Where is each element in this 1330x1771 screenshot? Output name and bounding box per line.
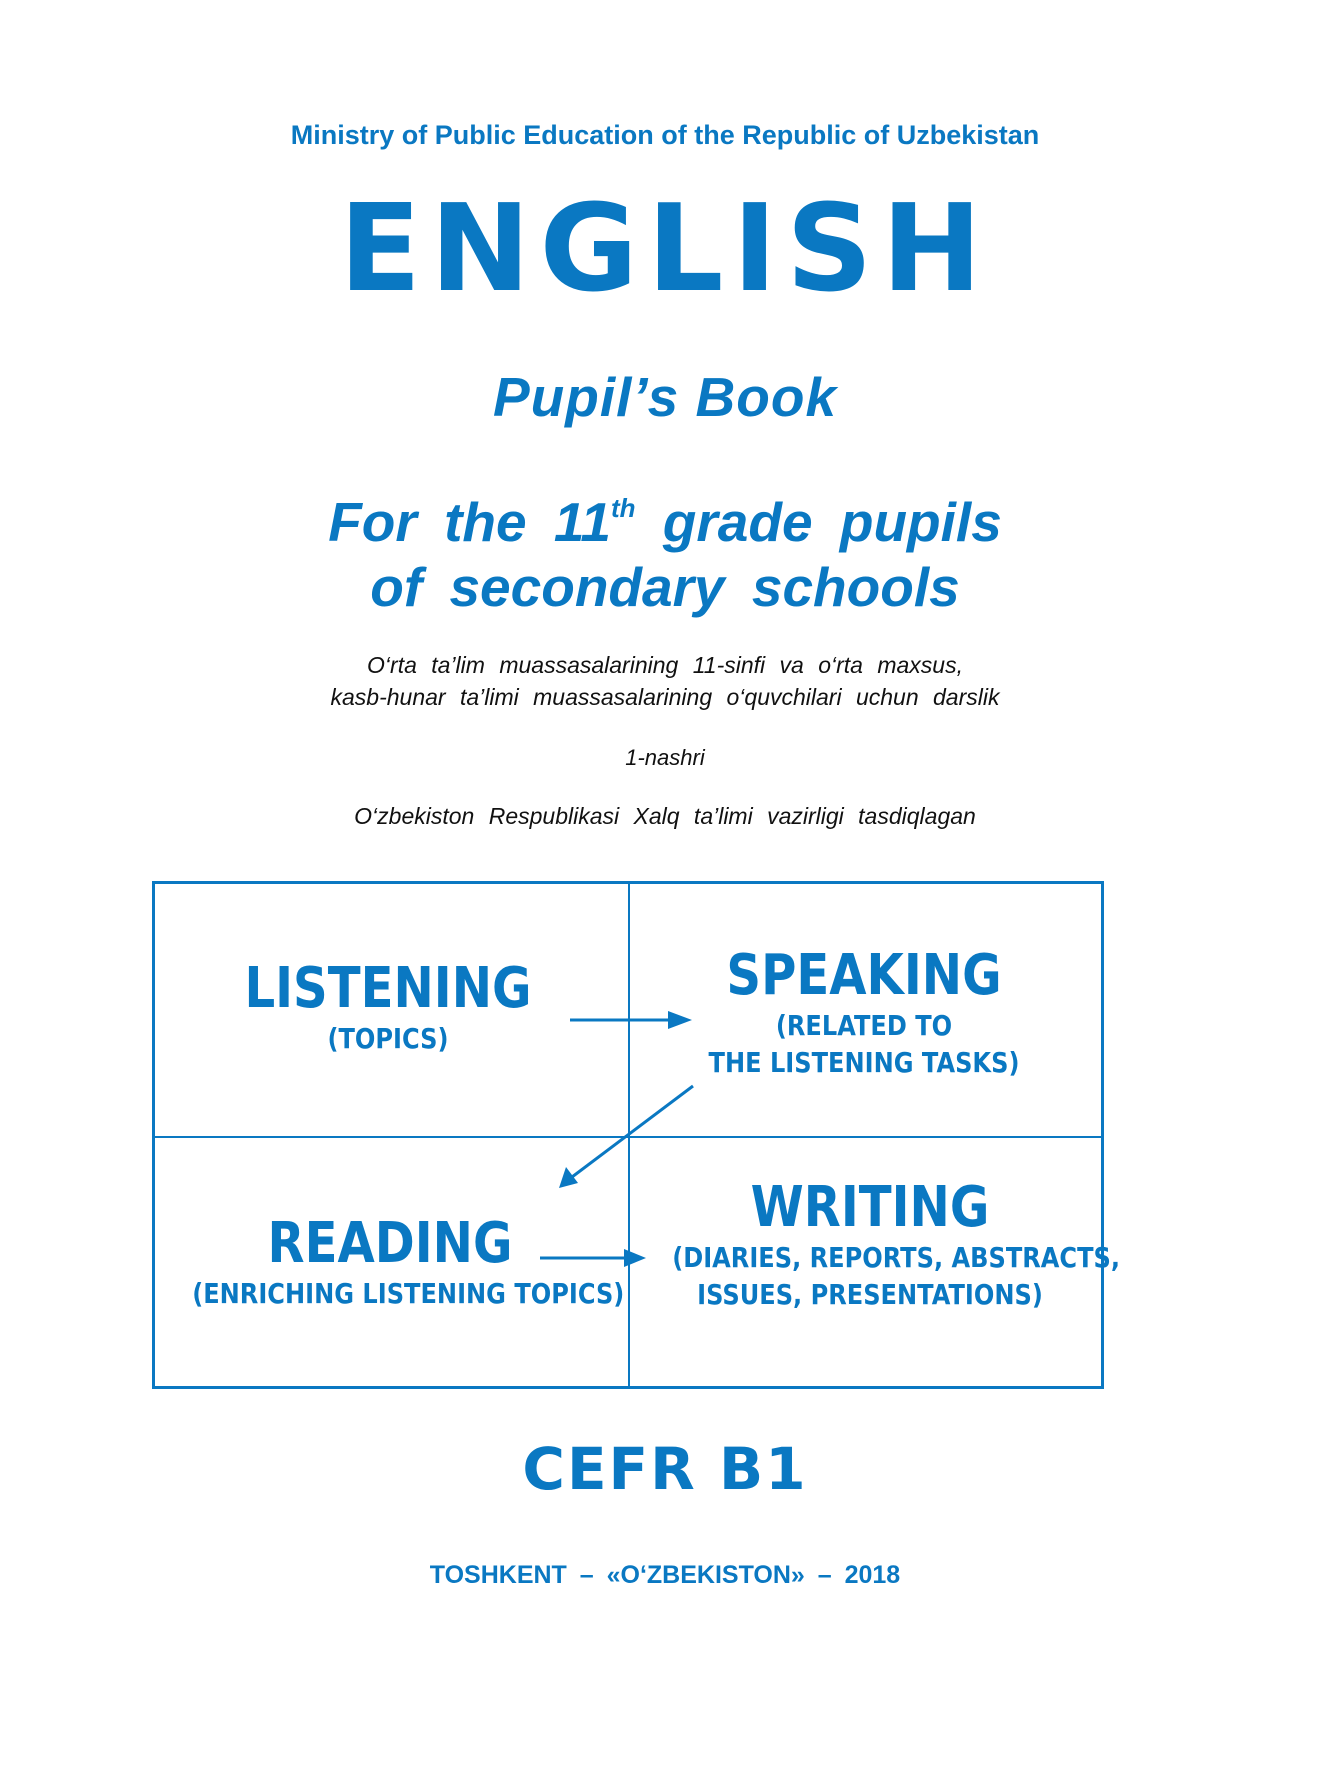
book-subtitle: Pupil’s Book: [492, 366, 838, 428]
skill-writing-title: WRITING: [750, 1175, 990, 1240]
cefr-level: CEFR B1: [522, 1435, 808, 1503]
uzbek-description-line-1: O‘rta ta’lim muassasalarining 11-sinfi va o‘rta maxsus,: [367, 652, 963, 678]
skill-reading-title: READING: [267, 1211, 513, 1276]
skill-speaking-subtitle-1: (RELATED TO: [775, 1008, 953, 1042]
ordinal-suffix: th: [610, 493, 636, 523]
publisher-line: TOSHKENT – «O‘ZBEKISTON» – 2018: [429, 1561, 901, 1589]
edition-label: 1-nashri: [625, 745, 705, 770]
approval-note: O‘zbekiston Respublikasi Xalq ta’limi vazirligi tasdiqlagan: [354, 803, 976, 829]
audience-text-b: grade pupils: [635, 491, 1002, 553]
audience-line-2: of secondary schools: [370, 556, 960, 618]
skill-speaking-subtitle-2: THE LISTENING TASKS): [708, 1046, 1020, 1080]
skill-speaking-title: SPEAKING: [726, 943, 1002, 1008]
audience-text-a: For the 11: [328, 491, 611, 553]
skill-listening-title: LISTENING: [244, 956, 532, 1021]
uzbek-description-line-2: kasb-hunar ta’limi muassasalarining o‘quvchilari uchun darslik: [330, 684, 1000, 710]
skill-writing-subtitle-1: (DIARIES, REPORTS, ABSTRACTS,: [672, 1240, 1121, 1274]
skill-writing-subtitle-2: ISSUES, PRESENTATIONS): [697, 1278, 1043, 1312]
ministry-name: Ministry of Public Education of the Republic of Uzbekistan: [290, 120, 1040, 150]
arrow-speaking-to-reading-icon: [559, 1086, 693, 1188]
arrow-listening-to-speaking-icon: [570, 1011, 692, 1029]
book-title: ENGLISH: [339, 180, 991, 319]
arrow-reading-to-writing-icon: [540, 1249, 646, 1267]
skill-reading-subtitle: (ENRICHING LISTENING TOPICS): [192, 1276, 625, 1310]
skill-listening-subtitle: (TOPICS): [327, 1021, 449, 1055]
